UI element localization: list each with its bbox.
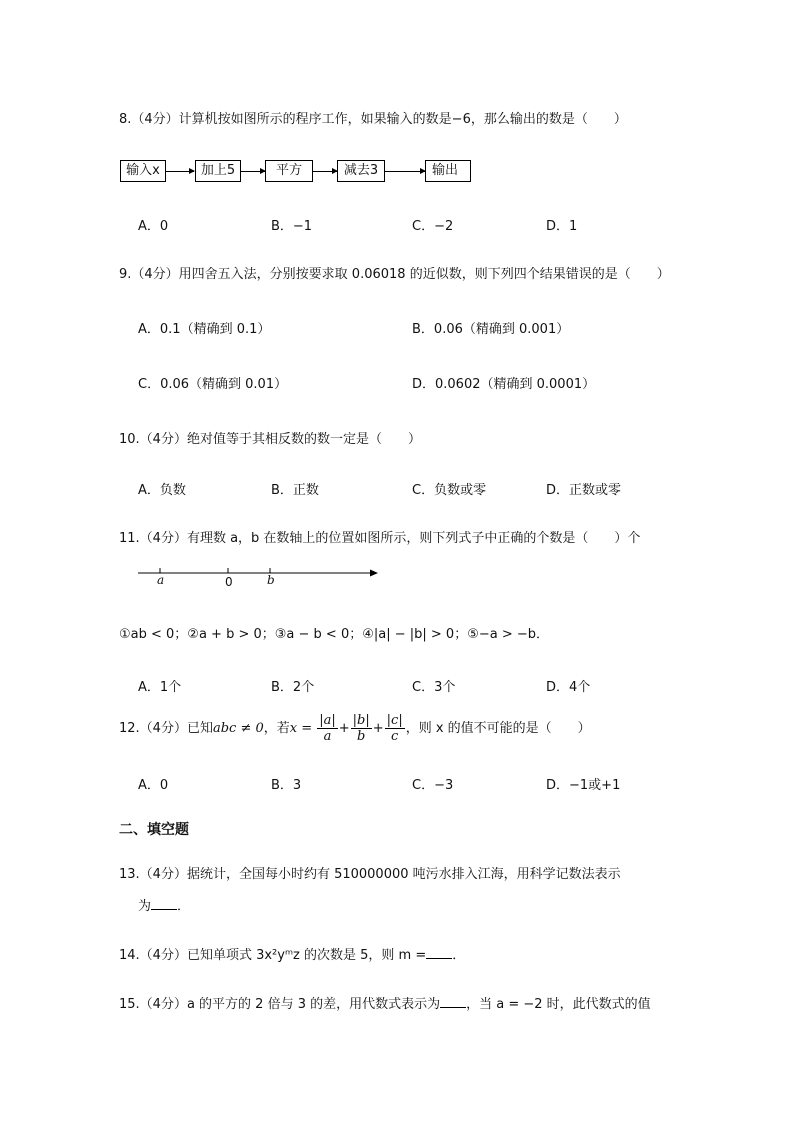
answer-blank[interactable] (426, 946, 452, 959)
q12-suffix: ，则 x 的值不可能的是（ ） (405, 721, 591, 736)
q11-expressions: ①ab < 0；②a + b > 0；③a − b < 0；④|a| − |b| > 0；⑤−a > −b． (119, 627, 550, 642)
axis-label-b: b (267, 573, 275, 587)
q15-stem (119, 993, 651, 1012)
number-line (130, 562, 390, 592)
q8-option-c[interactable]: C．−2 (412, 219, 454, 234)
q10-stem: 10.（4分）绝对值等于其相反数的数一定是（ ） (119, 432, 421, 447)
q10-option-b[interactable]: B．正数 (271, 483, 319, 498)
q8-option-a[interactable]: A．0 (138, 219, 169, 234)
axis-label-zero: 0 (225, 575, 233, 589)
q9-option-a[interactable]: A．0.1（精确到 0.1） (138, 322, 271, 337)
fraction-c: $\frac{|c|}{c}$ (386, 713, 403, 744)
q12-option-d[interactable]: D．−1或+1 (546, 778, 621, 793)
q13-prefix: 为 (138, 899, 152, 914)
flow-add5-box: 加上5 (195, 160, 241, 182)
q14-prefix: 14.（4分）已知单项式 3x²yᵐz 的次数是 5，则 m = (119, 948, 427, 963)
flow-square-box: 平方 (265, 160, 313, 182)
q8-stem: 8.（4分）计算机按如图所示的程序工作，如果输入的数是−6，那么输出的数是（ ） (119, 112, 627, 127)
q13-line1: 13.（4分）据统计，全国每小时约有 510000000 吨污水排入江海，用科学记数法表示 (119, 867, 621, 882)
q11-option-b[interactable]: B．2个 (271, 680, 315, 695)
answer-blank[interactable] (151, 897, 177, 910)
q11-option-a[interactable]: A．1个 (138, 680, 182, 695)
flow-sub3-box: 减去3 (337, 160, 385, 182)
q10-option-d[interactable]: D．正数或零 (546, 483, 622, 498)
q12-condition: abc ≠ 0 (212, 721, 264, 736)
q15-suffix: ，当 a = −2 时，此代数式的值 (466, 997, 651, 1012)
q12-option-a[interactable]: A．0 (138, 778, 169, 793)
q10-option-c[interactable]: C．负数或零 (412, 483, 487, 498)
q11-option-c[interactable]: C．3个 (412, 680, 456, 695)
q10-option-a[interactable]: A．负数 (138, 483, 186, 498)
q14-stem (119, 944, 465, 963)
q11-stem: 11.（4分）有理数 a，b 在数轴上的位置如图所示，则下列式子中正确的个数是（ ）个 (119, 531, 641, 546)
answer-blank[interactable] (440, 995, 466, 1008)
q12-prefix: 12.（4分）已知 (119, 721, 213, 736)
q13-suffix: ． (177, 899, 191, 914)
q13-line2 (138, 895, 190, 914)
q9-option-d[interactable]: D．0.0602（精确到 0.0001） (412, 377, 596, 392)
flow-arrow (166, 171, 194, 172)
q11-option-d[interactable]: D．4个 (546, 680, 591, 695)
q9-stem: 9.（4分）用四舍五入法，分别按要求取 0.06018 的近似数，则下列四个结果错误的是（ ） (119, 267, 670, 282)
flow-output-box: 输出 (425, 160, 471, 182)
q14-suffix: ． (452, 948, 466, 963)
q12-mid: ，若 (263, 721, 290, 736)
q15-prefix: 15.（4分）a 的平方的 2 倍与 3 的差，用代数式表示为 (119, 997, 441, 1012)
q12-stem: 12.（4分）已知abc ≠ 0，若x = $\frac{|a|}{a}$ + $\frac{|b|}{b}$ + $\frac{|c|}{c}$ ，则 x 的值不可能的是（ ） (119, 713, 591, 744)
q12-option-c[interactable]: C．−3 (412, 778, 454, 793)
q8-option-d[interactable]: D．1 (546, 219, 578, 234)
fraction-b: $\frac{|b|}{b}$ (352, 713, 370, 744)
fraction-a: $\frac{|a|}{a}$ (319, 713, 336, 744)
axis-label-a: a (157, 573, 165, 587)
section-title: 二、填空题 (119, 822, 189, 838)
q12-x-eq: x = (289, 721, 313, 736)
flow-arrow (313, 171, 337, 172)
flow-arrow (385, 171, 425, 172)
q9-option-c[interactable]: C．0.06（精确到 0.01） (138, 377, 288, 392)
q9-option-b[interactable]: B．0.06（精确到 0.001） (412, 322, 570, 337)
flow-input-box: 输入x (120, 160, 166, 182)
flow-arrow (241, 171, 265, 172)
q12-option-b[interactable]: B．3 (271, 778, 302, 793)
q8-option-b[interactable]: B．−1 (271, 219, 313, 234)
